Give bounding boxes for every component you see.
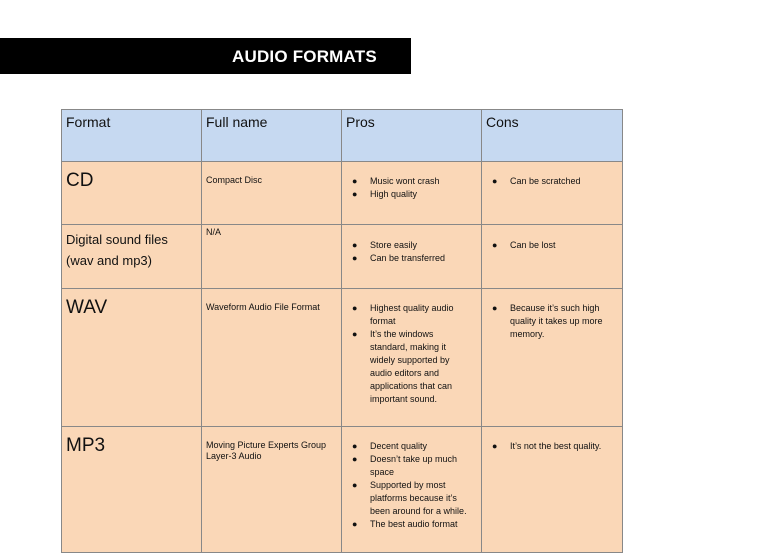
bullet-icon: ●: [352, 253, 358, 263]
full-name-cell: Waveform Audio File Format: [202, 289, 342, 427]
format-cell: CD: [62, 162, 202, 225]
table-row: [62, 427, 623, 553]
bullet-icon: ●: [352, 176, 358, 186]
table-row: [62, 162, 623, 225]
list-item: ● Music wont crash: [352, 176, 440, 186]
format-cell: MP3: [62, 427, 202, 553]
cons-cell: [482, 162, 623, 225]
list-item: ● Supported by most platforms because it’s been around for a while.: [352, 480, 467, 516]
bullet-icon: ●: [352, 441, 358, 451]
list-item: ● Can be scratched: [492, 176, 581, 186]
audio-formats-table: [61, 109, 623, 553]
header-format: Format: [62, 110, 202, 162]
bullet-icon: ●: [492, 240, 498, 250]
list-item: ● The best audio format: [352, 519, 458, 529]
pros-cell: [342, 289, 482, 427]
table-row: [62, 289, 623, 427]
list-item: ● Because it’s such high quality it takes up more memory.: [492, 303, 603, 339]
pros-cell: [342, 225, 482, 289]
pros-cell: [342, 427, 482, 553]
list-item: ● Doesn’t take up much space: [352, 454, 458, 477]
table-row: [62, 225, 623, 289]
cons-cell: [482, 427, 623, 553]
bullet-icon: ●: [352, 519, 358, 529]
list-item: ● Can be lost: [492, 240, 556, 250]
list-item: ● Decent quality: [352, 441, 428, 451]
list-item: ● Store easily: [352, 240, 418, 250]
bullet-icon: ●: [492, 176, 498, 186]
bullet-icon: ●: [352, 189, 358, 199]
full-name-cell: Moving Picture Experts Group Layer-3 Audio: [202, 427, 342, 553]
pros-cell: [342, 162, 482, 225]
table-header-row: [62, 110, 623, 162]
header-pros: Pros: [342, 110, 482, 162]
full-name-cell: Compact Disc: [202, 162, 342, 225]
header-full-name: Full name: [202, 110, 342, 162]
title-bar: [0, 38, 411, 74]
full-name-cell: N/A: [202, 225, 342, 289]
bullet-icon: ●: [352, 329, 358, 339]
bullet-icon: ●: [352, 480, 358, 490]
format-cell: Digital sound files (wav and mp3): [62, 225, 202, 289]
page-title: AUDIO FORMATS: [232, 47, 377, 66]
list-item: ● It’s the windows standard, making it widely supported by audio editors and applications that can important sound.: [352, 329, 453, 404]
list-item: ● Can be transferred: [352, 253, 446, 263]
bullet-icon: ●: [352, 303, 358, 313]
list-item: ● It’s not the best quality.: [492, 441, 602, 451]
format-cell: WAV: [62, 289, 202, 427]
bullet-icon: ●: [492, 441, 498, 451]
bullet-icon: ●: [352, 454, 358, 464]
list-item: ● High quality: [352, 189, 418, 199]
header-cons: Cons: [482, 110, 623, 162]
cons-cell: [482, 289, 623, 427]
cons-cell: [482, 225, 623, 289]
list-item: ● Highest quality audio format: [352, 303, 454, 326]
bullet-icon: ●: [352, 240, 358, 250]
bullet-icon: ●: [492, 303, 498, 313]
